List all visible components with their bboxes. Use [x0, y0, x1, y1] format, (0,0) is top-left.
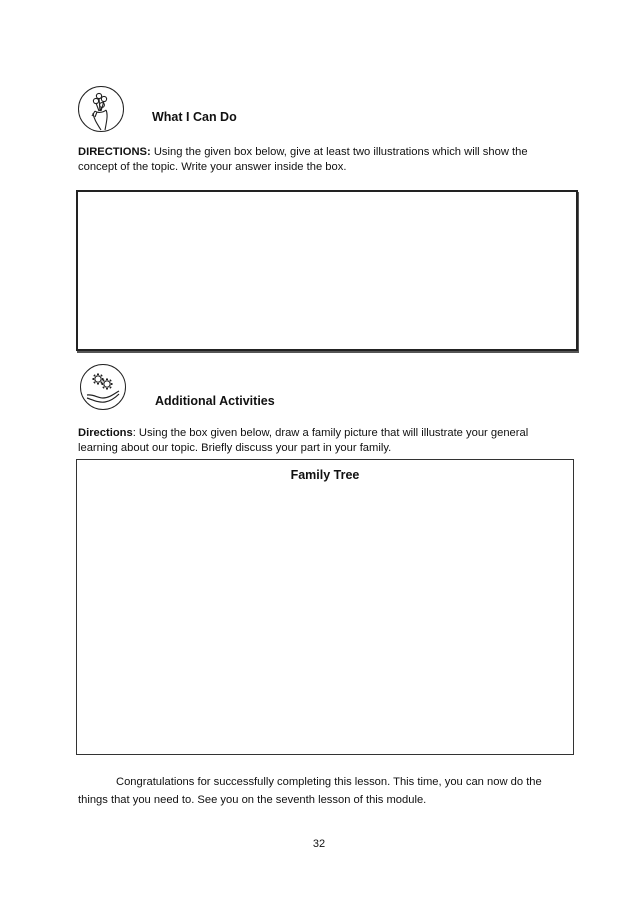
section-heading-what-i-can-do: What I Can Do	[152, 110, 237, 124]
page-number: 32	[312, 838, 326, 850]
hand-holding-flowers-icon	[78, 86, 124, 132]
family-tree-title: Family Tree	[290, 468, 360, 482]
directions-text-2: : Using the box given below, draw a family picture that will illustrate your general learning about our topic. Briefly discuss your part in your family.	[78, 427, 529, 454]
directions-label-2: Directions	[78, 427, 133, 439]
directions-text: Using the given box below, give at least two illustrations which will show the concept of the topic. Write your answer inside the box.	[78, 146, 528, 173]
hand-with-gears-icon	[80, 364, 126, 410]
directions-label: DIRECTIONS:	[78, 146, 151, 158]
answer-box[interactable]	[76, 190, 578, 351]
family-tree-box[interactable]	[76, 459, 574, 755]
directions-paragraph-1	[78, 145, 568, 175]
closing-paragraph: Congratulations for successfully completing this lesson. This time, you can now do the things that you need to. See you on the seventh lesson of this module.	[78, 776, 542, 806]
directions-paragraph-2	[78, 426, 568, 456]
section-heading-additional-activities: Additional Activities	[155, 394, 275, 408]
